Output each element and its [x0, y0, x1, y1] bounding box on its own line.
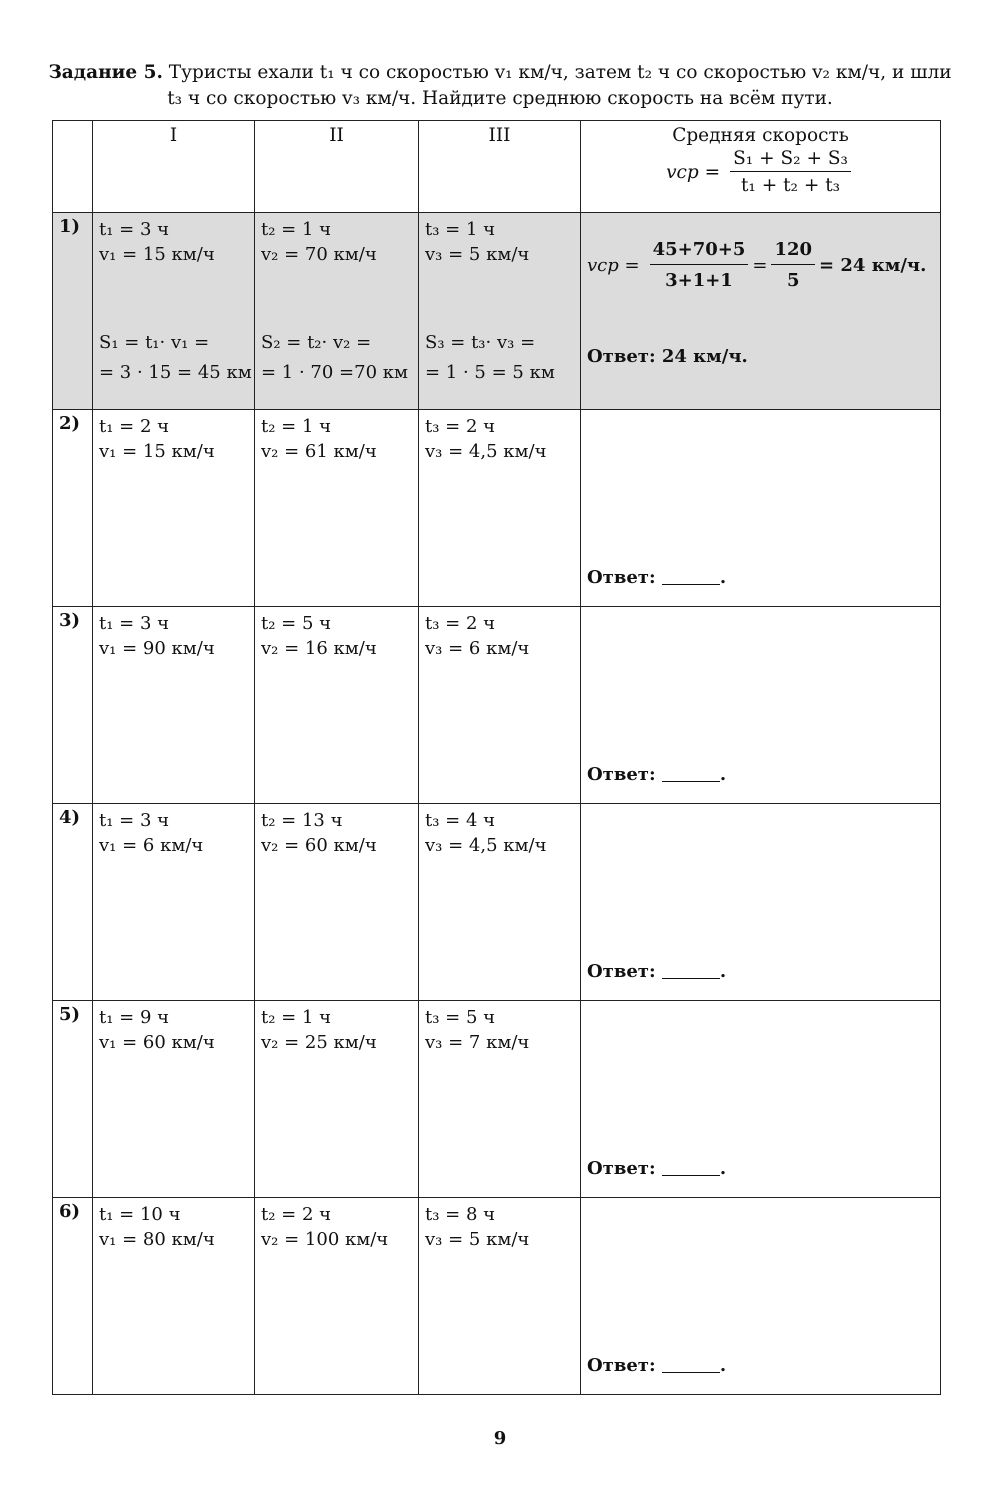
header-avg-speed [581, 121, 941, 213]
task-line-1 [40, 60, 960, 86]
task-statement [40, 60, 960, 112]
header-col-3: III [419, 121, 581, 213]
example-s3-line2: = 1 · 5 = 5 км [425, 362, 555, 383]
answer-period: . [719, 1355, 727, 1376]
table-row [53, 1001, 941, 1198]
page-number: 9 [493, 1428, 507, 1449]
answer-blank[interactable] [662, 1159, 720, 1176]
answer-line [587, 1353, 726, 1378]
cell-part-1 [93, 1001, 255, 1198]
example-cell-2 [255, 213, 419, 410]
t1-value: t₁ = 9 ч [99, 1007, 170, 1028]
avg-speed-formula [666, 148, 855, 196]
example-answer: Ответ: 24 км/ч. [587, 346, 748, 367]
cell-part-2 [255, 804, 419, 1001]
answer-line [587, 565, 726, 590]
example-s2-line2: = 1 · 70 =70 км [261, 362, 409, 383]
cell-part-3 [419, 804, 581, 1001]
task-line-2: t₃ ч со скоростью v₃ км/ч. Найдите среднюю скорость на всём пути. [167, 88, 833, 109]
v3-value: v₃ = 7 км/ч [425, 1032, 530, 1053]
answer-period: . [719, 567, 727, 588]
example-s1-line1: S₁ = t₁· v₁ = [99, 332, 210, 353]
example-solution-cell [581, 213, 941, 410]
t2-value: t₂ = 5 ч [261, 613, 332, 634]
worksheet-table [52, 120, 941, 1395]
example-s1-line2: = 3 · 15 = 45 км [99, 362, 252, 383]
answer-label: Ответ: [587, 764, 656, 785]
cell-part-3 [419, 607, 581, 804]
row-number: 5) [53, 1001, 93, 1198]
cell-part-1 [93, 607, 255, 804]
v3-value: v₃ = 4,5 км/ч [425, 835, 547, 856]
solution-denominator-2: 5 [786, 270, 800, 291]
v1-value: v₁ = 15 км/ч [99, 441, 215, 462]
answer-line [587, 1156, 726, 1181]
cell-part-1 [93, 1198, 255, 1395]
answer-cell [581, 1198, 941, 1395]
solution-equals: = [752, 254, 768, 276]
answer-label: Ответ: [587, 1158, 656, 1179]
example-s3-line1: S₃ = t₃· v₃ = [425, 332, 536, 353]
cell-part-2 [255, 1001, 419, 1198]
answer-blank[interactable] [662, 568, 720, 585]
answer-cell [581, 1001, 941, 1198]
cell-part-2 [255, 607, 419, 804]
solution-lhs: vср = [587, 254, 640, 276]
cell-part-3 [419, 1198, 581, 1395]
v2-value: v₂ = 61 км/ч [261, 441, 377, 462]
table-row [53, 410, 941, 607]
cell-part-1 [93, 410, 255, 607]
t3-value: t₃ = 8 ч [425, 1204, 496, 1225]
v3-value: v₃ = 4,5 км/ч [425, 441, 547, 462]
header-empty-cell [53, 121, 93, 213]
example-t3: t₃ = 1 ч [425, 219, 496, 240]
row-number: 4) [53, 804, 93, 1001]
answer-cell [581, 410, 941, 607]
v2-value: v₂ = 60 км/ч [261, 835, 377, 856]
answer-label: Ответ: [587, 961, 656, 982]
header-col-2: II [255, 121, 419, 213]
solution-numerator-2: 120 [771, 237, 815, 265]
example-v1: v₁ = 15 км/ч [99, 244, 215, 265]
cell-part-2 [255, 410, 419, 607]
v1-value: v₁ = 80 км/ч [99, 1229, 215, 1250]
example-v3: v₃ = 5 км/ч [425, 244, 530, 265]
table-row [53, 607, 941, 804]
solution-fraction-1 [650, 237, 749, 293]
row-number: 2) [53, 410, 93, 607]
answer-label: Ответ: [587, 567, 656, 588]
answer-line [587, 959, 726, 984]
v1-value: v₁ = 60 км/ч [99, 1032, 215, 1053]
answer-blank[interactable] [662, 962, 720, 979]
example-t2: t₂ = 1 ч [261, 219, 332, 240]
row-number: 3) [53, 607, 93, 804]
answer-blank[interactable] [662, 765, 720, 782]
answer-line [587, 762, 726, 787]
cell-part-3 [419, 1001, 581, 1198]
v1-value: v₁ = 6 км/ч [99, 835, 204, 856]
answer-blank[interactable] [662, 1356, 720, 1373]
example-solution [587, 237, 926, 293]
task-label: Задание 5. [48, 62, 163, 83]
header-col-1: I [93, 121, 255, 213]
solution-fraction-2 [771, 237, 815, 293]
v2-value: v₂ = 25 км/ч [261, 1032, 377, 1053]
cell-part-3 [419, 410, 581, 607]
avg-speed-title: Средняя скорость [672, 125, 849, 146]
v1-value: v₁ = 90 км/ч [99, 638, 215, 659]
t2-value: t₂ = 13 ч [261, 810, 343, 831]
example-t1: t₁ = 3 ч [99, 219, 170, 240]
formula-denominator: t₁ + t₂ + t₃ [740, 175, 841, 196]
example-cell-1 [93, 213, 255, 410]
example-v2: v₂ = 70 км/ч [261, 244, 377, 265]
formula-fraction [730, 148, 851, 196]
example-cell-3 [419, 213, 581, 410]
t3-value: t₃ = 4 ч [425, 810, 496, 831]
task-text-1: Туристы ехали t₁ ч со скоростью v₁ км/ч, затем t₂ ч со скоростью v₂ км/ч, и шли [168, 62, 952, 83]
answer-label: Ответ: [587, 1355, 656, 1376]
t1-value: t₁ = 2 ч [99, 416, 170, 437]
v3-value: v₃ = 5 км/ч [425, 1229, 530, 1250]
t1-value: t₁ = 3 ч [99, 613, 170, 634]
t2-value: t₂ = 1 ч [261, 1007, 332, 1028]
table-row [53, 804, 941, 1001]
answer-period: . [719, 764, 727, 785]
example-s2-calc [261, 328, 408, 388]
example-s1-calc [99, 328, 252, 388]
answer-period: . [719, 961, 727, 982]
example-s2-line1: S₂ = t₂· v₂ = [261, 332, 372, 353]
v3-value: v₃ = 6 км/ч [425, 638, 530, 659]
t1-value: t₁ = 10 ч [99, 1204, 181, 1225]
formula-lhs: vср = [666, 161, 721, 183]
example-s3-calc [425, 328, 555, 388]
v2-value: v₂ = 100 км/ч [261, 1229, 389, 1250]
answer-cell [581, 804, 941, 1001]
cell-part-2 [255, 1198, 419, 1395]
answer-period: . [719, 1158, 727, 1179]
solution-denominator-1: 3+1+1 [665, 270, 733, 291]
t1-value: t₁ = 3 ч [99, 810, 170, 831]
cell-part-1 [93, 804, 255, 1001]
answer-cell [581, 607, 941, 804]
v2-value: v₂ = 16 км/ч [261, 638, 377, 659]
example-row [53, 213, 941, 410]
row-number: 1) [53, 213, 93, 410]
row-number: 6) [53, 1198, 93, 1395]
table-header-row [53, 121, 941, 213]
table-row [53, 1198, 941, 1395]
formula-numerator: S₁ + S₂ + S₃ [730, 148, 851, 172]
t3-value: t₃ = 2 ч [425, 416, 496, 437]
solution-result: = 24 км/ч. [819, 254, 927, 276]
solution-numerator-1: 45+70+5 [650, 237, 749, 265]
t2-value: t₂ = 1 ч [261, 416, 332, 437]
t2-value: t₂ = 2 ч [261, 1204, 332, 1225]
t3-value: t₃ = 5 ч [425, 1007, 496, 1028]
t3-value: t₃ = 2 ч [425, 613, 496, 634]
